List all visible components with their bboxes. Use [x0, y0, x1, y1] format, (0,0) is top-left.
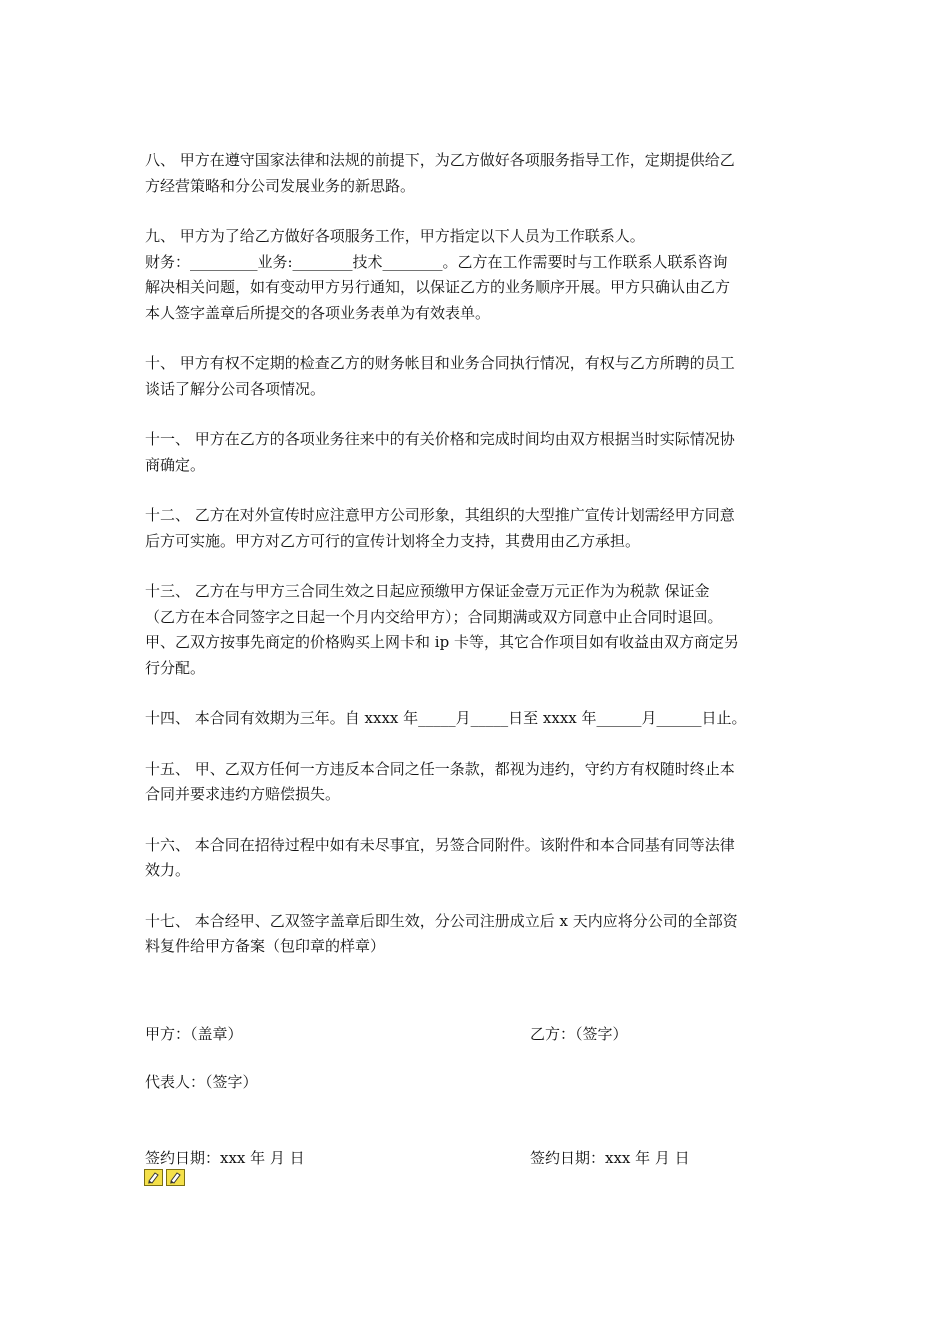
clause-line: 十七、 本合经甲、乙双签字盖章后即生效，分公司注册成立后 x 天内应将分公司的全部资 [145, 911, 738, 930]
clause-line: 财务：_________业务:________技术________。乙方在工作需要时与工作联系人联系咨询 [145, 252, 728, 271]
clause-line: 九、 甲方为了给乙方做好各项服务工作，甲方指定以下人员为工作联系人。 [145, 227, 645, 245]
clause-line: 合同并要求违约方赔偿损失。 [145, 785, 341, 803]
clause-line: 十六、 本合同在招待过程中如有未尽事宜，另签合同附件。该附件和本合同基有同等法律 [145, 835, 735, 854]
party-a-seal-label: 甲方：（盖章） [145, 1025, 243, 1043]
signature-row-dates [145, 1147, 810, 1171]
clause-line: 十三、 乙方在与甲方三合同生效之日起应预缴甲方保证金壹万元正作为为税款 保证金 [145, 582, 710, 600]
clause-line: 行分配。 [145, 658, 206, 677]
clause-line: 料复件给甲方备案（包印章的样章） [145, 937, 386, 955]
representative-signature-label: 代表人：（签字） [145, 1073, 258, 1091]
clause-line: 效力。 [145, 861, 191, 879]
party-b-signature-label: 乙方：（签字） [530, 1025, 628, 1043]
clause-line: 方经营策略和分公司发展业务的新思路。 [145, 176, 416, 195]
edit-icon[interactable] [166, 1169, 185, 1186]
signature-row-representative [145, 1071, 810, 1095]
clause-line: 十、 甲方有权不定期的检查乙方的财务帐目和业务合同执行情况，有权与乙方所聘的员工 [145, 354, 735, 372]
party-b-sign-date: 签约日期：xxx 年 月 日 [530, 1149, 690, 1167]
clause-line: 解决相关问题，如有变动甲方另行通知，以保证乙方的业务顺序开展。甲方只确认由乙方 [145, 278, 731, 296]
clause-line: 谈话了解分公司各项情况。 [145, 379, 326, 398]
signature-row-parties [145, 1023, 810, 1047]
edit-icon[interactable] [144, 1169, 163, 1186]
contract-clauses [145, 148, 810, 985]
clause-line: （乙方在本合同签字之日起一个月内交给甲方）；合同期满或双方同意中止合同时退回。 [145, 607, 723, 626]
clause-line: 商确定。 [145, 455, 206, 474]
clause-line: 八、 甲方在遵守国家法律和法规的前提下，为乙方做好各项服务指导工作，定期提供给乙 [145, 151, 735, 169]
contract-clause [145, 706, 810, 732]
contract-clause [145, 351, 810, 402]
clause-line: 十五、 甲、乙双方任何一方违反本合同之任一条款，都视为违约，守约方有权随时终止本 [145, 759, 735, 778]
contract-clause [145, 579, 810, 681]
contract-clause [145, 503, 810, 554]
clause-line: 十二、 乙方在对外宣传时应注意甲方公司形象，其组织的大型推广宣传计划需经甲方同意 [145, 506, 735, 524]
clause-line: 十一、 甲方在乙方的各项业务往来中的有关价格和完成时间均由双方根据当时实际情况协 [145, 430, 735, 448]
party-a-sign-date: 签约日期：xxx 年 月 日 [145, 1149, 305, 1167]
clause-line: 十四、 本合同有效期为三年。自 xxxx 年_____月_____日至 xxxx 年______月______日止。 [145, 709, 747, 727]
contract-clause [145, 757, 810, 808]
contract-clause [145, 427, 810, 478]
contract-clause [145, 833, 810, 884]
contract-clause [145, 148, 810, 199]
edit-icon-strip [144, 1169, 185, 1187]
clause-line: 本人签字盖章后所提交的各项业务表单为有效表单。 [145, 303, 491, 322]
clause-line: 后方可实施。甲方对乙方可行的宣传计划将全力支持，其费用由乙方承担。 [145, 531, 641, 550]
contract-clause [145, 909, 810, 960]
clause-line: 甲、乙双方按事先商定的价格购买上网卡和 ip 卡等，其它合作项目如有收益由双方商定另 [145, 633, 739, 651]
contract-clause [145, 224, 810, 326]
